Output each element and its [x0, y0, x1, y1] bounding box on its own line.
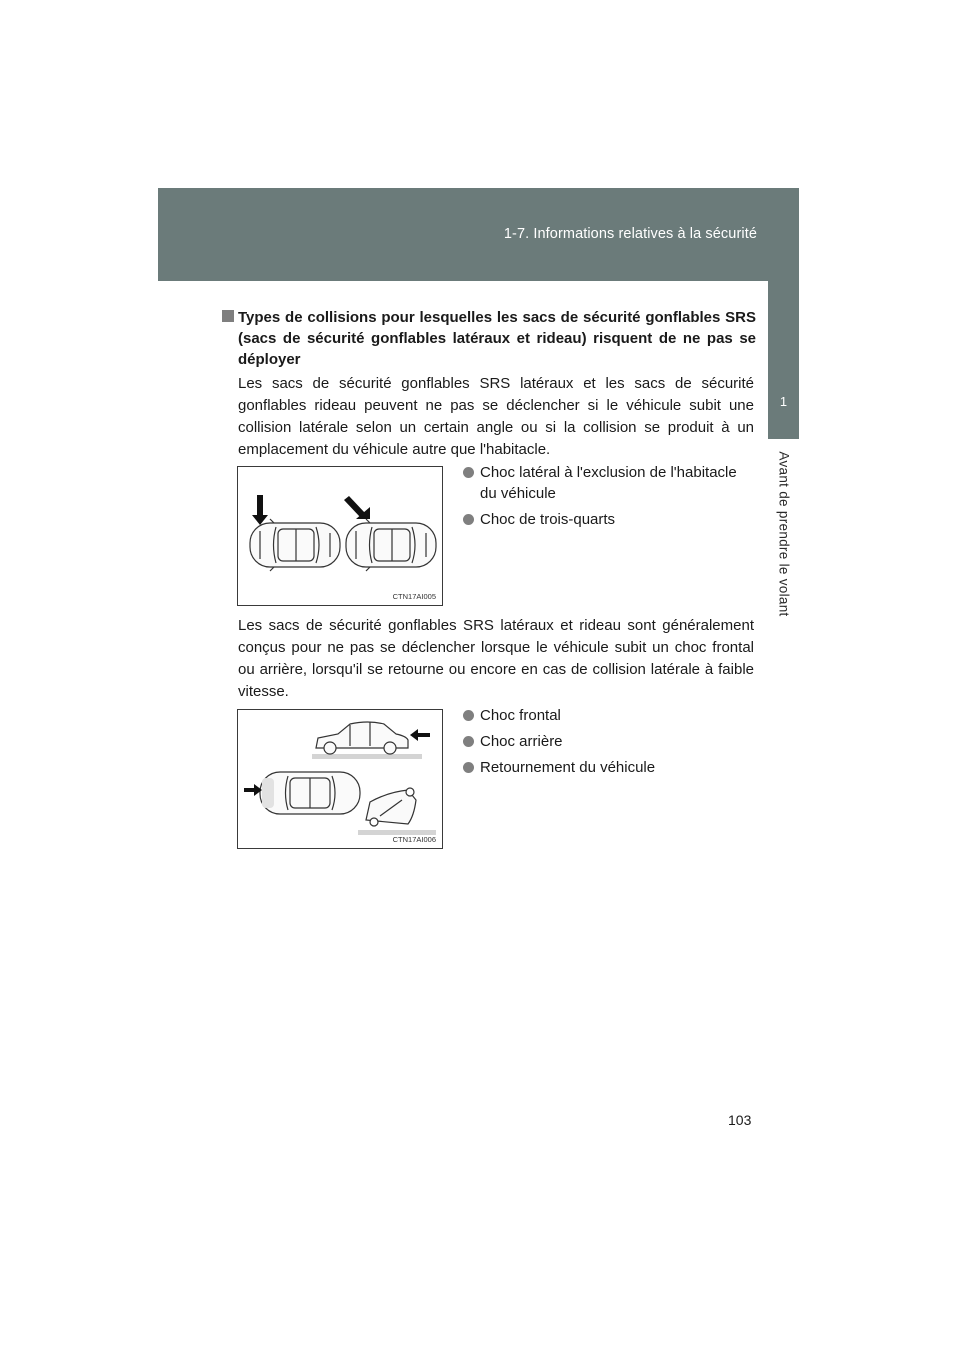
page-number: 103 [728, 1112, 752, 1128]
figure-code: CTN17AI005 [392, 592, 436, 601]
bullet-list-frontal-rear-rollover [463, 705, 755, 783]
header-band [158, 188, 799, 281]
arrow-diagonal-icon [344, 496, 370, 519]
car-top-view [260, 772, 360, 814]
car-rollover [366, 788, 416, 826]
section-heading-text: Types de collisions pour lesquelles les sacs de sécurité gonflables SRS (sacs de sécurité gonflables latéraux et rideau) risquent de ne pas se déployer [238, 309, 756, 368]
square-bullet-icon [222, 310, 234, 322]
bullet-dot-icon [463, 710, 474, 721]
frontal-rear-rollover-illustration [238, 710, 442, 848]
arrow-down-icon [252, 495, 268, 525]
list-item: Choc de trois-quarts [463, 509, 755, 530]
bullet-list-side-impact [463, 462, 755, 535]
list-item: Choc frontal [463, 705, 755, 726]
bullet-dot-icon [463, 514, 474, 525]
side-impact-illustration [238, 467, 442, 605]
paragraph-side-airbag-design: Les sacs de sécurité gonflables SRS latéraux et rideau sont généralement conçus pour ne pas se déclencher lorsque le véhicule subit un choc frontal ou arrière, lorsqu'il se retourne ou encore en cas de collision latérale à faible vitesse. [238, 617, 754, 700]
chapter-number: 1 [779, 394, 788, 409]
list-item: Choc latéral à l'exclusion de l'habitacle du véhicule [463, 462, 755, 504]
list-item: Retournement du véhicule [463, 757, 755, 778]
arrow-left-icon [410, 729, 430, 741]
car-top-view-left [250, 519, 340, 571]
list-item: Choc arrière [463, 731, 755, 752]
bullet-dot-icon [463, 762, 474, 773]
chapter-label [772, 448, 796, 620]
bullet-dot-icon [463, 736, 474, 747]
chapter-label-text: Avant de prendre le volant [776, 451, 792, 617]
chapter-tab [768, 281, 799, 439]
bullet-dot-icon [463, 467, 474, 478]
figure-code: CTN17AI006 [392, 835, 436, 844]
arrow-right-icon [244, 784, 262, 796]
section-heading [222, 307, 756, 370]
figure-frontal-rear-rollover [237, 709, 443, 849]
car-top-view-right [346, 519, 436, 571]
figure-side-impact [237, 466, 443, 606]
paragraph-side-airbag-conditions: Les sacs de sécurité gonflables SRS latéraux et les sacs de sécurité gonflables rideau peuvent ne pas se déclencher si le véhicule subit une collision latérale selon un certain angle ou si la collision se produit à un emplacement du véhicule autre que l'habitacle. [238, 375, 754, 458]
ground-line-top [312, 754, 422, 759]
car-side-view [316, 722, 408, 754]
section-title: 1-7. Informations relatives à la sécurité [503, 226, 757, 242]
